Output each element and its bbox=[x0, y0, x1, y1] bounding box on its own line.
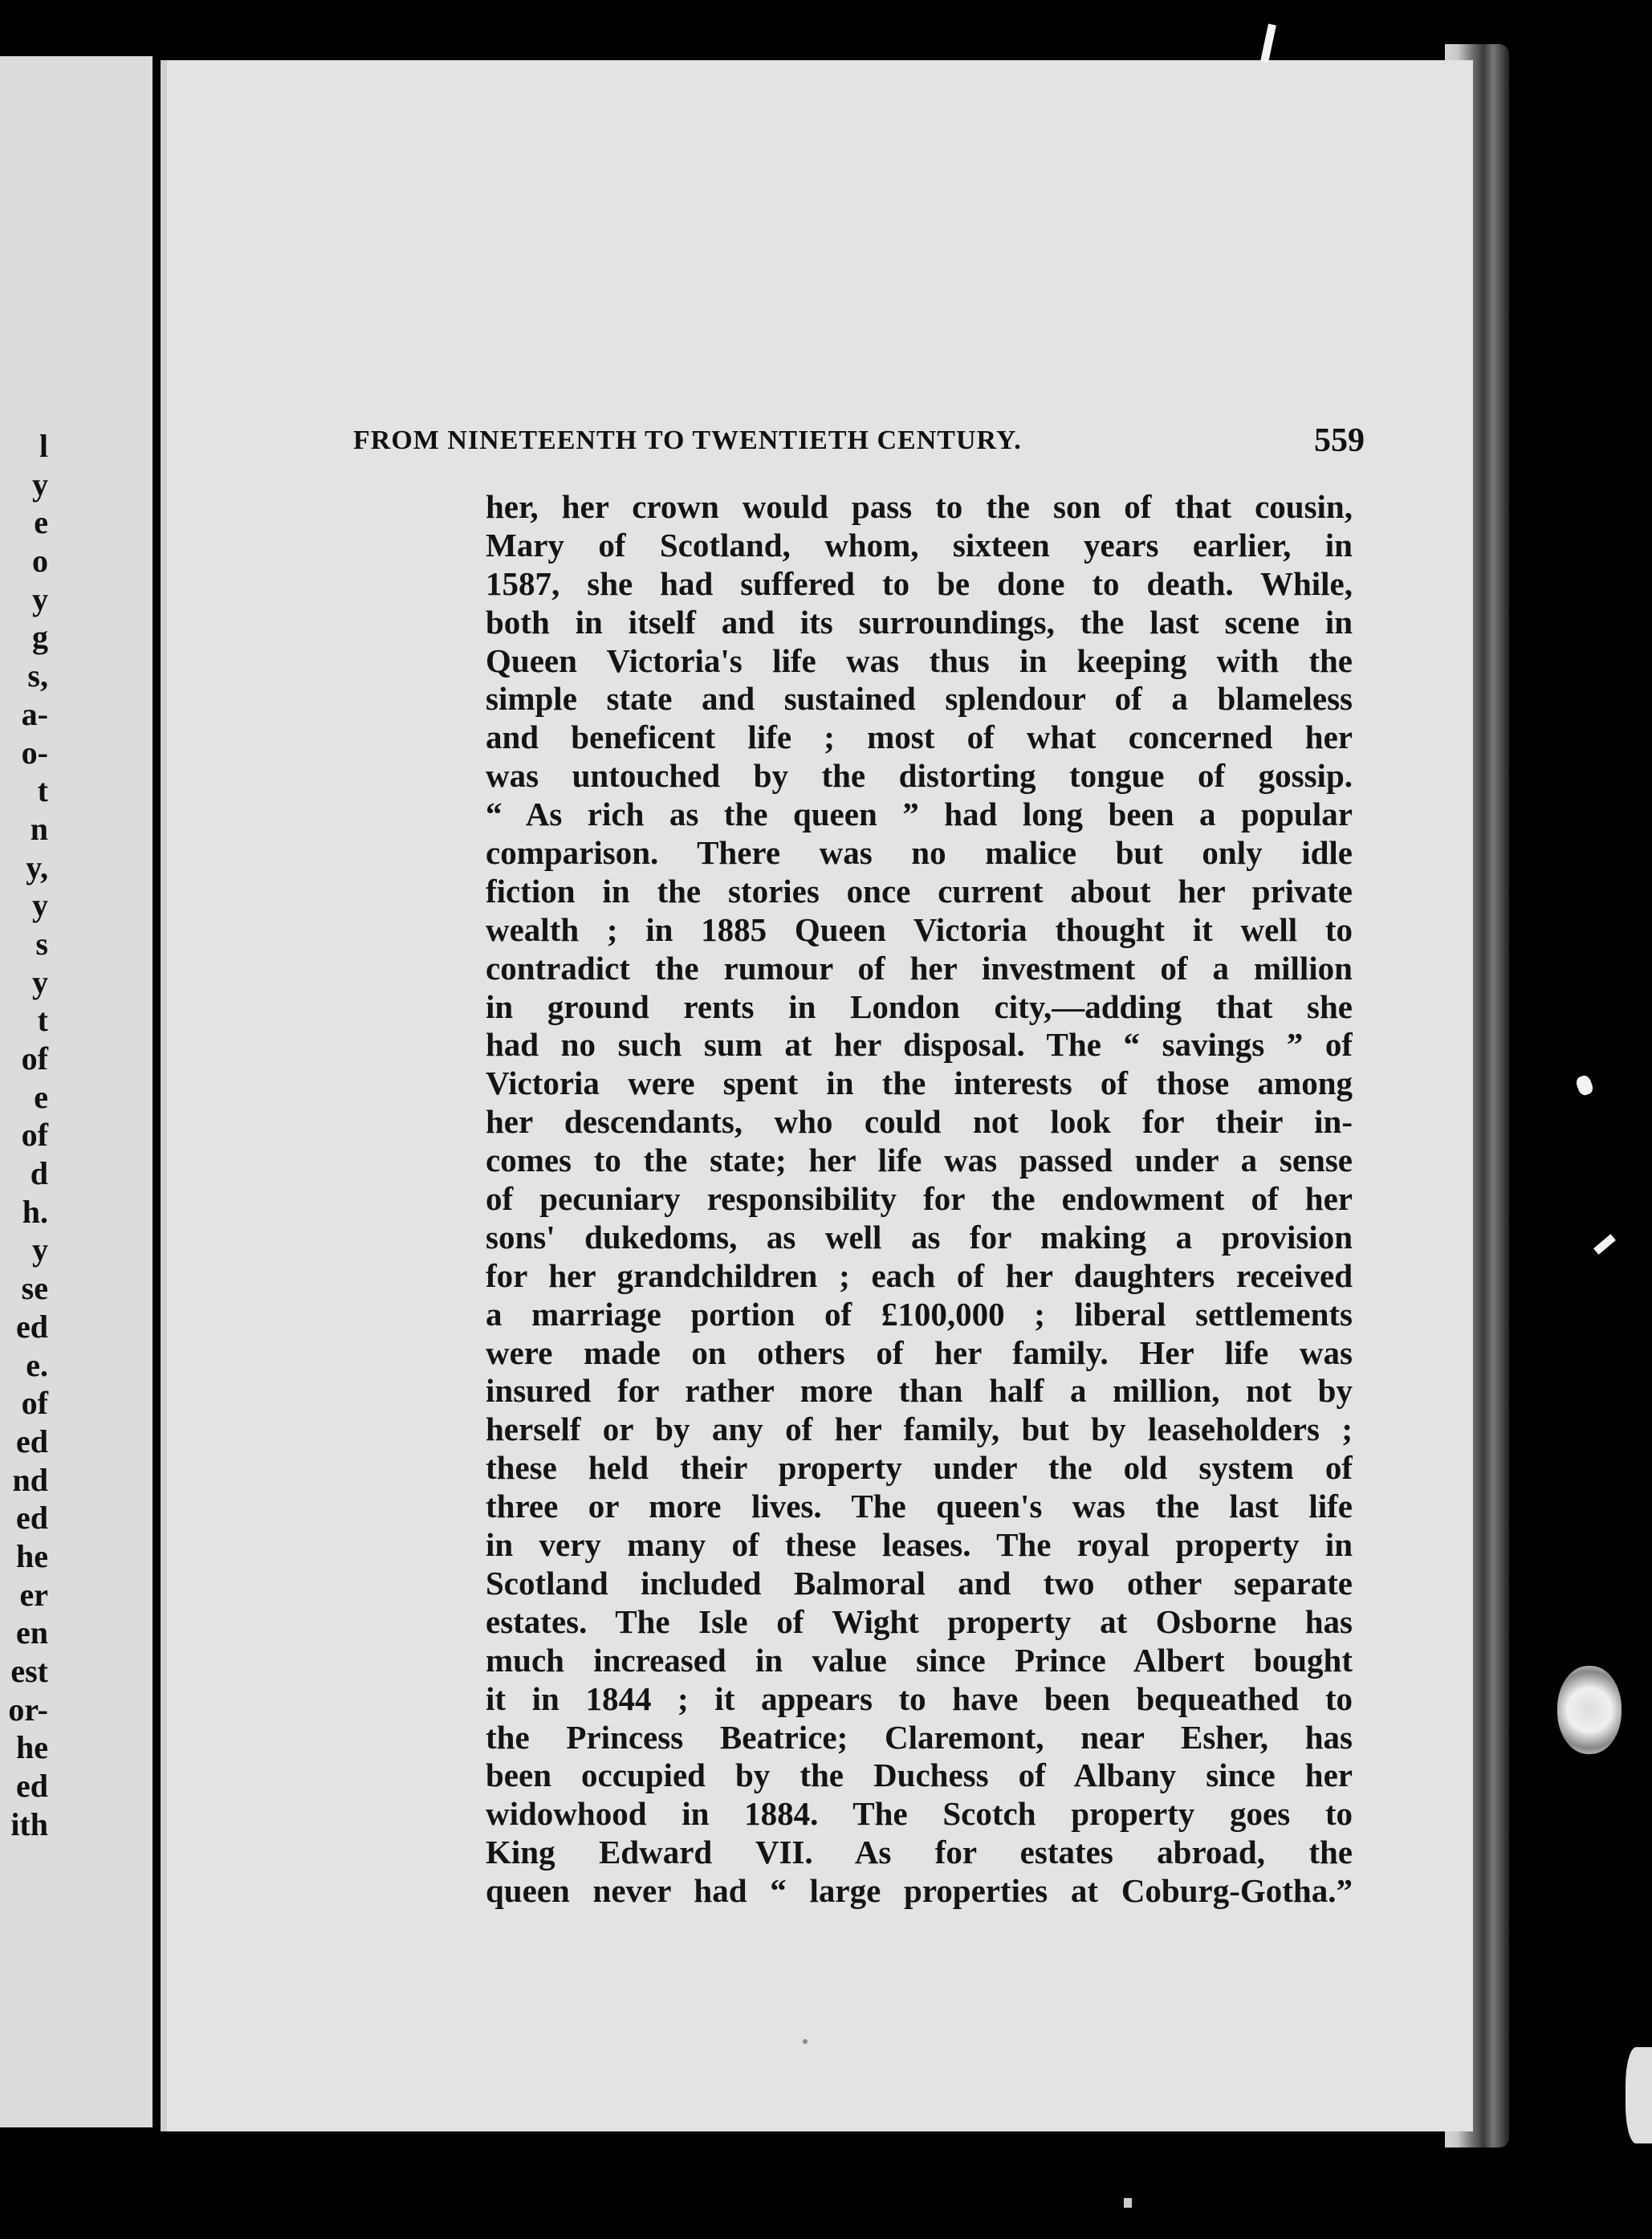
text-line: 1587, she had suffered to be done to death. While, bbox=[486, 564, 1353, 602]
text-line: a marriage portion of £100,000 ; liberal settlements bbox=[486, 1295, 1353, 1333]
text-line: Queen Victoria's life was thus in keeping with the bbox=[486, 641, 1353, 679]
fragment-line: he bbox=[16, 1729, 48, 1766]
fragment-line: h. bbox=[22, 1193, 48, 1230]
text-line: much increased in value since Prince Albert bought bbox=[486, 1641, 1353, 1679]
fragment-line: s bbox=[35, 925, 48, 962]
fragment-line: e bbox=[34, 1078, 48, 1115]
text-line: insured for rather more than half a million, not by bbox=[486, 1372, 1353, 1410]
fragment-line: t bbox=[37, 1002, 48, 1039]
fragment-line: e bbox=[34, 504, 48, 541]
text-line: contradict the rumour of her investment of a million bbox=[486, 949, 1353, 987]
fragment-line: ed bbox=[16, 1423, 48, 1459]
fragment-line: y bbox=[32, 1231, 48, 1268]
text-line: for her grandchildren ; each of her daughters received bbox=[486, 1256, 1353, 1294]
page-number: 559 bbox=[1314, 422, 1365, 459]
page-body-text bbox=[486, 488, 1353, 1911]
fragment-line: g bbox=[32, 619, 48, 656]
fragment-line: o- bbox=[21, 734, 48, 771]
fragment-line: s, bbox=[27, 657, 48, 694]
text-line: her, her crown would pass to the son of that cousin, bbox=[486, 488, 1353, 525]
fragment-line: or- bbox=[8, 1691, 48, 1728]
text-line: of pecuniary responsibility for the endowment of her bbox=[486, 1180, 1353, 1218]
text-line: in very many of these leases. The royal property in bbox=[486, 1526, 1353, 1564]
text-line: simple state and sustained splendour of a blameless bbox=[486, 680, 1353, 718]
scan-artifact bbox=[1593, 1234, 1616, 1255]
text-line: estates. The Isle of Wight property at Osborne has bbox=[486, 1602, 1353, 1640]
text-line: both in itself and its surroundings, the last scene in bbox=[486, 603, 1353, 641]
text-line: three or more lives. The queen's was the last life bbox=[486, 1488, 1353, 1525]
scan-artifact bbox=[1626, 2047, 1652, 2143]
text-line: Scotland included Balmoral and two other separate bbox=[486, 1564, 1353, 1602]
fragment-line: y bbox=[32, 963, 48, 1000]
scan-artifact bbox=[803, 2039, 808, 2044]
fragment-line: ed bbox=[16, 1768, 48, 1805]
fragment-line: of bbox=[21, 1117, 48, 1154]
text-line: in ground rents in London city,—adding that she bbox=[486, 987, 1353, 1025]
fragment-line: ed bbox=[16, 1500, 48, 1537]
fragment-line: y bbox=[32, 580, 48, 617]
text-line: was untouched by the distorting tongue of gossip. bbox=[486, 757, 1353, 795]
fragment-line: n bbox=[30, 810, 48, 847]
fragment-line: y, bbox=[26, 849, 48, 885]
text-line: sons' dukedoms, as well as for making a provision bbox=[486, 1218, 1353, 1256]
text-line: it in 1844 ; it appears to have been bequeathed to bbox=[486, 1679, 1353, 1717]
text-line: fiction in the stories once current about her private bbox=[486, 872, 1353, 910]
text-line: widowhood in 1884. The Scotch property goes to bbox=[486, 1795, 1353, 1833]
fragment-line: y bbox=[32, 887, 48, 924]
facing-page-left bbox=[0, 56, 153, 2127]
fragment-line: er bbox=[19, 1576, 48, 1613]
fragment-line: l bbox=[39, 428, 48, 464]
text-line: had no such sum at her disposal. The “ savings ” of bbox=[486, 1026, 1353, 1064]
text-line: Mary of Scotland, whom, sixteen years earlier, in bbox=[486, 526, 1353, 564]
text-line: Victoria were spent in the interests of those among bbox=[486, 1065, 1353, 1102]
fragment-line: a- bbox=[21, 695, 48, 732]
fragment-line: of bbox=[21, 1385, 48, 1422]
fragment-line: e. bbox=[26, 1346, 48, 1383]
text-line: these held their property under the old system of bbox=[486, 1449, 1353, 1487]
text-line: her descendants, who could not look for their in- bbox=[486, 1103, 1353, 1141]
fragment-line: nd bbox=[12, 1461, 48, 1498]
text-line: comparison. There was no malice but only idle bbox=[486, 834, 1353, 872]
text-line: comes to the state; her life was passed under a sense bbox=[486, 1142, 1353, 1179]
text-line: and beneficent life ; most of what concerned her bbox=[486, 719, 1353, 756]
text-line: “ As rich as the queen ” had long been a popular bbox=[486, 796, 1353, 833]
scan-artifact bbox=[1574, 1074, 1594, 1097]
running-head: FROM NINETEENTH TO TWENTIETH CENTURY. bbox=[353, 425, 1022, 455]
scan-artifact bbox=[1557, 1666, 1621, 1754]
fragment-line: ith bbox=[10, 1805, 48, 1842]
fragment-line: he bbox=[16, 1537, 48, 1574]
fragment-line: of bbox=[21, 1040, 48, 1077]
fragment-line: t bbox=[37, 772, 48, 809]
fragment-line: ed bbox=[16, 1308, 48, 1345]
text-line: were made on others of her family. Her life was bbox=[486, 1333, 1353, 1371]
facing-page-text-fragments bbox=[0, 427, 48, 1843]
text-line: the Princess Beatrice; Claremont, near Esher, has bbox=[486, 1718, 1353, 1756]
book-page-right bbox=[161, 60, 1473, 2131]
scan-artifact bbox=[1260, 23, 1276, 63]
fragment-line: d bbox=[30, 1155, 48, 1192]
fragment-line: o bbox=[32, 543, 48, 580]
text-line: King Edward VII. As for estates abroad, the bbox=[486, 1834, 1353, 1871]
fragment-line: y bbox=[32, 466, 48, 503]
fragment-line: est bbox=[10, 1653, 48, 1689]
text-line: queen never had “ large properties at Coburg-Gotha.” bbox=[486, 1872, 1353, 1910]
fragment-line: se bbox=[21, 1270, 48, 1307]
text-line: been occupied by the Duchess of Albany since her bbox=[486, 1757, 1353, 1794]
text-line: herself or by any of her family, but by leaseholders ; bbox=[486, 1411, 1353, 1448]
scan-artifact bbox=[1124, 2198, 1132, 2208]
text-line: wealth ; in 1885 Queen Victoria thought it well to bbox=[486, 910, 1353, 948]
fragment-line: en bbox=[16, 1614, 48, 1651]
